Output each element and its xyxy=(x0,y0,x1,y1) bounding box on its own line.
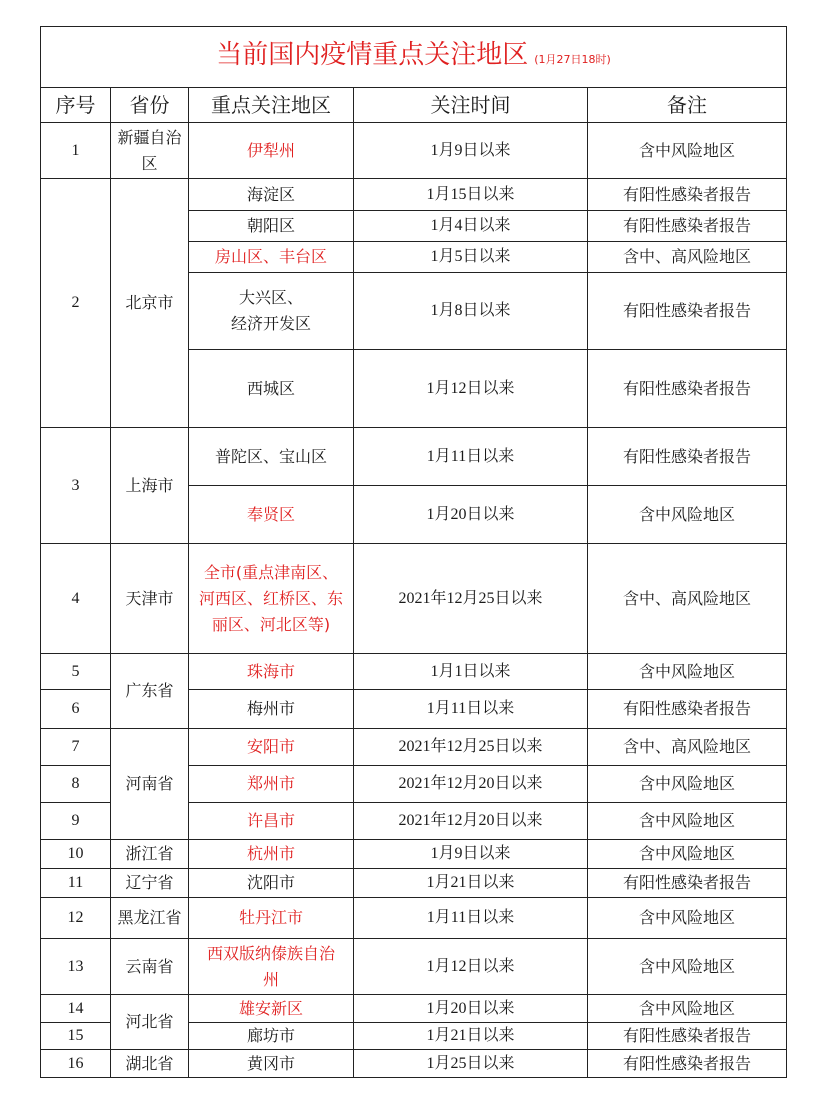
table-row xyxy=(41,1050,787,1078)
row-time: 1月8日以来 xyxy=(354,273,588,350)
row-province: 云南省 xyxy=(111,939,189,995)
row-province: 新疆自治区 xyxy=(111,123,189,179)
row-time: 2021年12月20日以来 xyxy=(354,766,588,803)
header-province: 省份 xyxy=(111,88,189,123)
header-time: 关注时间 xyxy=(354,88,588,123)
row-no: 15 xyxy=(41,1023,111,1050)
table-row xyxy=(41,729,787,766)
row-no: 6 xyxy=(41,690,111,729)
row-province: 天津市 xyxy=(111,544,189,654)
row-no: 9 xyxy=(41,803,111,840)
table-row xyxy=(41,428,787,486)
row-no: 10 xyxy=(41,840,111,869)
row-province: 黑龙江省 xyxy=(111,898,189,939)
table-row xyxy=(41,123,787,179)
row-time: 1月11日以来 xyxy=(354,898,588,939)
row-no: 8 xyxy=(41,766,111,803)
row-note: 含中、高风险地区 xyxy=(588,242,787,273)
row-area: 郑州市 xyxy=(189,766,354,803)
row-time: 1月12日以来 xyxy=(354,350,588,428)
row-area: 伊犁州 xyxy=(189,123,354,179)
row-no: 2 xyxy=(41,179,111,428)
row-time: 1月11日以来 xyxy=(354,428,588,486)
row-time: 1月9日以来 xyxy=(354,840,588,869)
row-area-line: 西双版纳傣族自治 xyxy=(206,943,335,963)
row-area xyxy=(189,273,354,350)
row-time: 1月9日以来 xyxy=(354,123,588,179)
row-time: 1月20日以来 xyxy=(354,486,588,544)
row-note: 有阳性感染者报告 xyxy=(588,428,787,486)
row-area: 梅州市 xyxy=(189,690,354,729)
header-note: 备注 xyxy=(588,88,787,123)
row-no: 5 xyxy=(41,654,111,690)
header-area: 重点关注地区 xyxy=(189,88,354,123)
row-area-line: 丽区、河北区等) xyxy=(211,614,331,634)
row-note: 含中风险地区 xyxy=(588,123,787,179)
row-time: 1月15日以来 xyxy=(354,179,588,211)
row-note: 有阳性感染者报告 xyxy=(588,1023,787,1050)
row-province: 北京市 xyxy=(111,179,189,428)
table-row xyxy=(41,179,787,211)
row-no: 4 xyxy=(41,544,111,654)
row-area: 房山区、丰台区 xyxy=(189,242,354,273)
row-note: 有阳性感染者报告 xyxy=(588,1050,787,1078)
row-note: 含中风险地区 xyxy=(588,486,787,544)
row-time: 1月5日以来 xyxy=(354,242,588,273)
row-area: 雄安新区 xyxy=(189,995,354,1023)
table-row xyxy=(41,869,787,898)
row-time: 1月1日以来 xyxy=(354,654,588,690)
table-row xyxy=(41,544,787,654)
row-area-line: 河西区、红桥区、东 xyxy=(198,588,343,608)
row-province: 河北省 xyxy=(111,995,189,1050)
row-time: 2021年12月20日以来 xyxy=(354,803,588,840)
table-row xyxy=(41,898,787,939)
row-no: 11 xyxy=(41,869,111,898)
row-time: 1月11日以来 xyxy=(354,690,588,729)
row-note: 含中风险地区 xyxy=(588,995,787,1023)
table-row xyxy=(41,995,787,1023)
row-note: 含中、高风险地区 xyxy=(588,544,787,654)
row-time: 1月25日以来 xyxy=(354,1050,588,1078)
row-area xyxy=(189,544,354,654)
table-title xyxy=(41,27,787,88)
row-note: 有阳性感染者报告 xyxy=(588,690,787,729)
row-note: 有阳性感染者报告 xyxy=(588,869,787,898)
row-note: 有阳性感染者报告 xyxy=(588,350,787,428)
row-area: 海淀区 xyxy=(189,179,354,211)
row-area-line: 州 xyxy=(262,969,279,989)
row-area: 沈阳市 xyxy=(189,869,354,898)
row-time: 1月21日以来 xyxy=(354,1023,588,1050)
row-province: 广东省 xyxy=(111,654,189,729)
row-area: 黄冈市 xyxy=(189,1050,354,1078)
row-province: 河南省 xyxy=(111,729,189,840)
row-note: 含中风险地区 xyxy=(588,803,787,840)
table-row xyxy=(41,840,787,869)
row-time: 1月4日以来 xyxy=(354,211,588,242)
row-no: 3 xyxy=(41,428,111,544)
header-row xyxy=(41,88,787,123)
row-province: 辽宁省 xyxy=(111,869,189,898)
row-area: 西城区 xyxy=(189,350,354,428)
row-note: 含中风险地区 xyxy=(588,939,787,995)
row-note: 含中风险地区 xyxy=(588,654,787,690)
row-area-line: 大兴区、 xyxy=(238,288,303,307)
row-area: 普陀区、宝山区 xyxy=(189,428,354,486)
row-province: 浙江省 xyxy=(111,840,189,869)
focus-areas-table xyxy=(40,26,787,1078)
row-note: 有阳性感染者报告 xyxy=(588,273,787,350)
row-note: 含中风险地区 xyxy=(588,898,787,939)
row-area: 杭州市 xyxy=(189,840,354,869)
row-note: 含中风险地区 xyxy=(588,840,787,869)
row-time: 1月12日以来 xyxy=(354,939,588,995)
row-area: 廊坊市 xyxy=(189,1023,354,1050)
row-note: 含中风险地区 xyxy=(588,766,787,803)
title-subtitle: (1月27日18时) xyxy=(534,52,611,66)
row-no: 16 xyxy=(41,1050,111,1078)
header-no: 序号 xyxy=(41,88,111,123)
row-area: 奉贤区 xyxy=(189,486,354,544)
row-time: 2021年12月25日以来 xyxy=(354,729,588,766)
row-area: 珠海市 xyxy=(189,654,354,690)
row-no: 13 xyxy=(41,939,111,995)
row-province: 湖北省 xyxy=(111,1050,189,1078)
row-area: 朝阳区 xyxy=(189,211,354,242)
row-no: 7 xyxy=(41,729,111,766)
row-no: 12 xyxy=(41,898,111,939)
row-time: 1月20日以来 xyxy=(354,995,588,1023)
row-note: 含中、高风险地区 xyxy=(588,729,787,766)
row-area-line: 全市(重点津南区、 xyxy=(203,562,339,582)
row-note: 有阳性感染者报告 xyxy=(588,179,787,211)
row-province: 上海市 xyxy=(111,428,189,544)
row-area: 安阳市 xyxy=(189,729,354,766)
table-row xyxy=(41,939,787,995)
table-row xyxy=(41,654,787,690)
row-area-line: 经济开发区 xyxy=(230,314,311,333)
row-time: 2021年12月25日以来 xyxy=(354,544,588,654)
row-area xyxy=(189,939,354,995)
row-time: 1月21日以来 xyxy=(354,869,588,898)
title-text: 当前国内疫情重点关注地区 xyxy=(216,39,529,70)
row-no: 14 xyxy=(41,995,111,1023)
row-area: 牡丹江市 xyxy=(189,898,354,939)
row-note: 有阳性感染者报告 xyxy=(588,211,787,242)
row-area: 许昌市 xyxy=(189,803,354,840)
row-no: 1 xyxy=(41,123,111,179)
